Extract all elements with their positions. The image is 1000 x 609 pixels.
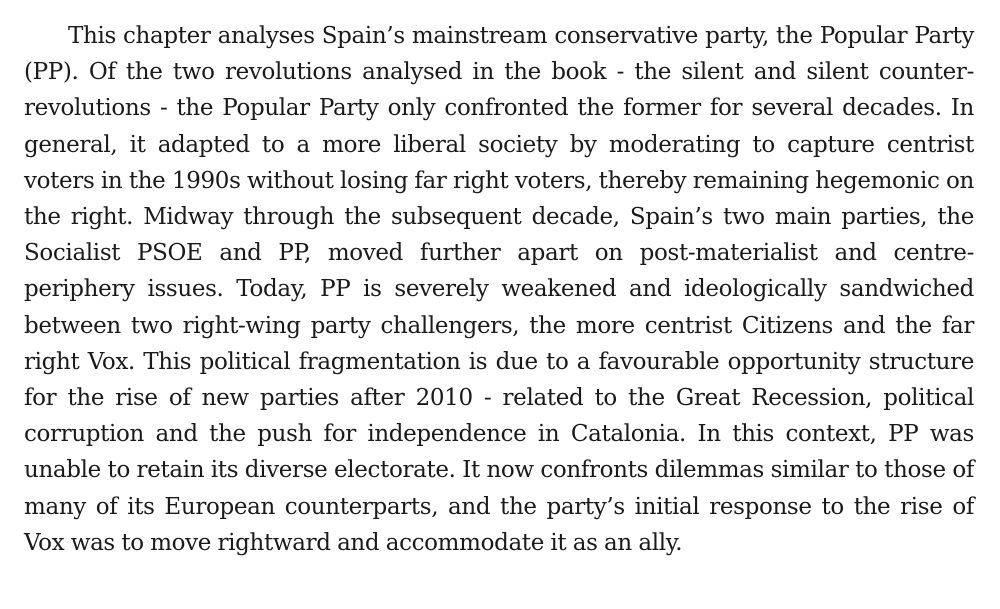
chapter-abstract-paragraph: This chapter analyses Spain’s mainstream conservative party, the Popular Party (PP). Of the two revolutions analysed in the book - the silent and silent counter-revolutions - the Popular Party only confronted the former for several decades. In general, it adapted to a more liberal society by moderating to capture centrist voters in the 1990s without losing far right voters, thereby remaining hegemonic on the right. Midway through the subsequent decade, Spain’s two main parties, the Socialist PSOE and PP, moved further apart on post-materialist and centre-periphery issues. Today, PP is severely weakened and ideologically sandwiched between two right-wing party challengers, the more centrist Citizens and the far right Vox. This political fragmentation is due to a favourable opportunity structure for the rise of new parties after 2010 - related to the Great Recession, political corruption and the push for independence in Catalonia. In this context, PP was unable to retain its diverse electorate. It now confronts dilemmas similar to those of many of its European counterparts, and the party’s initial response to the rise of Vox was to move rightward and accommodate it as an ally. — [24, 23, 974, 556]
